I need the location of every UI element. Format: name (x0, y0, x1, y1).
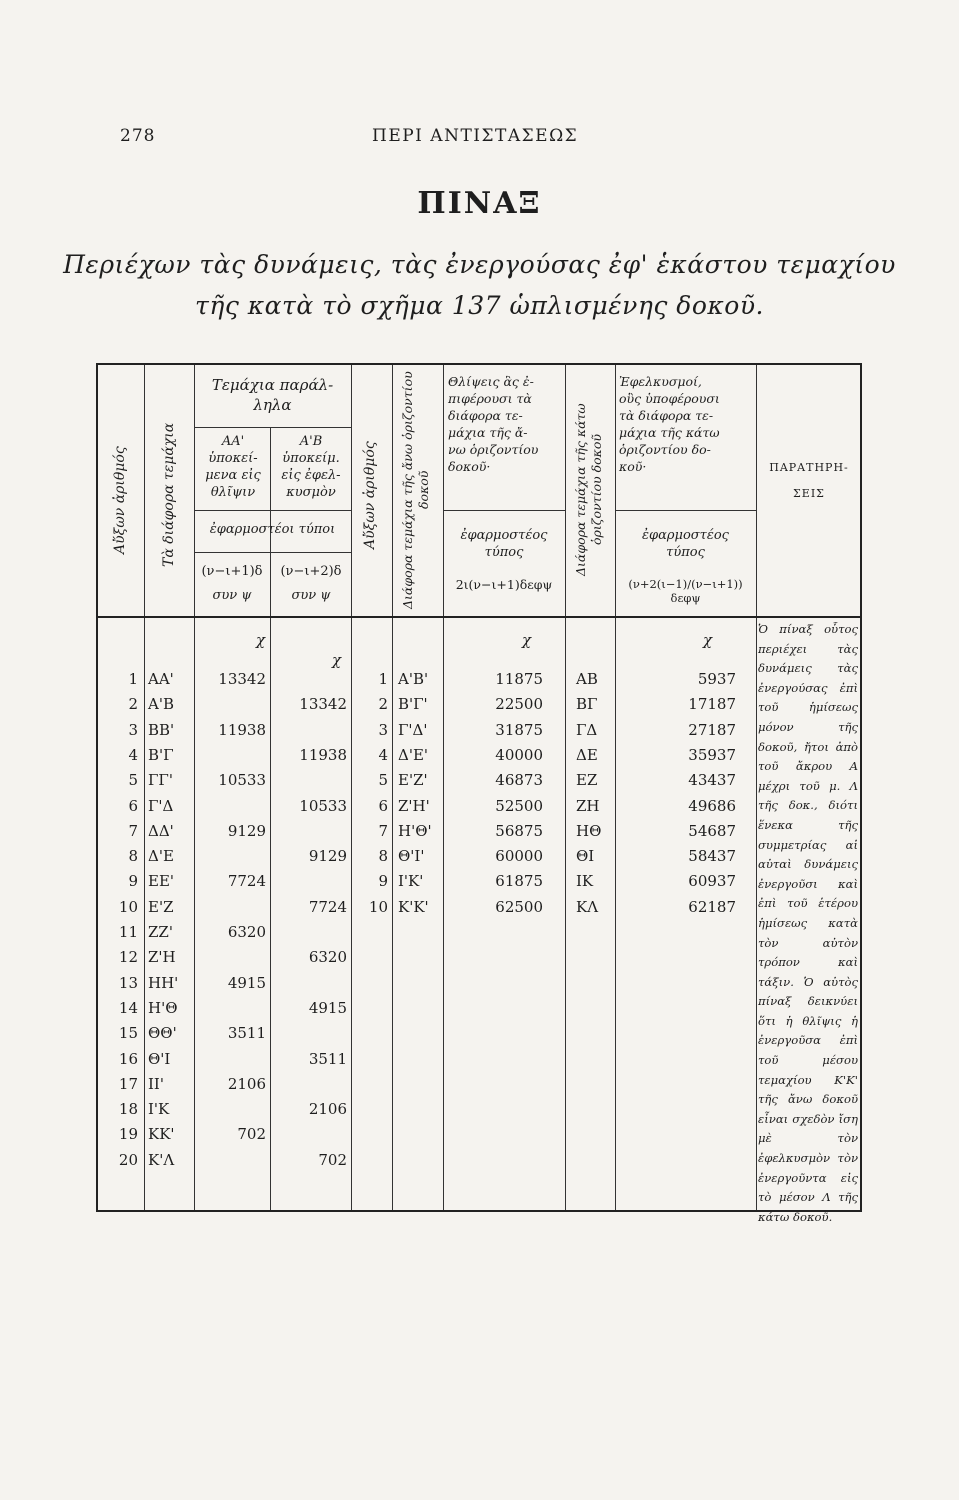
row-upper-part: Γ'Δ' (398, 720, 428, 739)
row-part: Ε'Ζ (148, 897, 174, 916)
row-tension-value: 5937 (697, 670, 736, 688)
row-tension-value: 35937 (688, 745, 736, 764)
row-part: Θ'Ι (148, 1049, 171, 1068)
row-lower-part: ΖΗ (576, 796, 600, 815)
row-lower-part: ΔΕ (576, 745, 598, 764)
header-ab-tension: Α'Β ὑποκείμ. εἰς ἐφελ- κυσμὸν (281, 434, 341, 500)
formula-ab: (ν−ι+2)δ (280, 564, 342, 579)
row-upper-part: Ι'Κ' (398, 872, 424, 891)
row-number: 19 (118, 1125, 138, 1144)
row-compression-value: 11875 (495, 670, 543, 688)
row-lower-part: ΕΖ (576, 771, 598, 790)
row-part: ΘΘ' (148, 1024, 177, 1043)
row-ab-value: 702 (318, 1150, 347, 1169)
header-remarks: ΠΑΡΑΤΗΡΗ- ΣΕΙΣ (769, 461, 849, 500)
row-number: 3 (128, 720, 138, 739)
row-ab-value: 13342 (299, 695, 347, 714)
row-number: 17 (118, 1074, 138, 1093)
row-number: 10 (368, 897, 388, 916)
row-part: ΓΓ' (148, 771, 173, 790)
row-part: ΙΙ' (148, 1074, 164, 1093)
row-ab-value: 2106 (308, 1100, 347, 1119)
forces-table (96, 363, 862, 1212)
row-aa-value: 9129 (227, 821, 266, 840)
row-aa-value: 11938 (218, 720, 266, 739)
header-formulas-label: ἐφαρμοστέοι τύποι (209, 522, 336, 537)
unit-chi-tension: χ (703, 631, 713, 649)
row-lower-part: ΑΒ (576, 670, 598, 688)
row-upper-part: Η'Θ' (398, 821, 432, 840)
header-rule (615, 510, 756, 511)
row-number: 5 (378, 771, 388, 790)
row-lower-part: ΘΙ (576, 847, 595, 866)
row-number: 18 (118, 1100, 138, 1119)
row-aa-value: 3511 (227, 1024, 266, 1043)
header-lower-parts: Διάφορα τεμάχια τῆς κάτω ὁριζοντίου δοκοῦ (573, 403, 604, 577)
row-part: Ι'Κ (148, 1100, 170, 1119)
row-ab-value: 11938 (299, 745, 347, 764)
row-aa-value: 2106 (227, 1074, 266, 1093)
row-aa-value: 6320 (227, 923, 266, 941)
row-number: 9 (378, 872, 388, 891)
row-number: 11 (118, 923, 138, 941)
row-number: 20 (118, 1150, 138, 1169)
column-rule (392, 365, 393, 1210)
row-upper-part: Ε'Ζ' (398, 771, 428, 790)
header-aa-compression: ΑΑ' ὑποκεί- μενα εἰς θλῖψιν (205, 434, 261, 500)
row-lower-part: ΗΘ (576, 821, 602, 840)
table-title: ΠΙΝΑΞ (417, 186, 542, 221)
row-upper-part: Θ'Ι' (398, 847, 425, 866)
unit-chi-compression: χ (522, 631, 532, 649)
column-rule (194, 365, 195, 1210)
column-rule (615, 365, 616, 1210)
row-number: 14 (118, 998, 138, 1017)
row-tension-value: 17187 (688, 695, 736, 714)
row-aa-value: 702 (237, 1125, 266, 1144)
header-rule (194, 552, 351, 553)
header-bottom-rule (98, 616, 860, 618)
unit-chi-ab: χ (332, 651, 342, 669)
header-rule (443, 510, 565, 511)
row-ab-value: 6320 (308, 948, 347, 967)
row-compression-value: 46873 (495, 771, 543, 790)
row-upper-part: Κ'Κ' (398, 897, 429, 916)
subtitle-line-2: τῆς κατὰ τὸ σχῆμα 137 ὡπλισμένης δοκοῦ. (195, 291, 764, 320)
row-aa-value: 13342 (218, 670, 266, 688)
page-number: 278 (120, 126, 156, 146)
row-compression-value: 56875 (495, 821, 543, 840)
row-compression-value: 40000 (495, 745, 543, 764)
header-serial-number-2: Αὔξων ἀριθμός (362, 441, 378, 549)
header-tension: Ἐφελκυσμοί, οὓς ὑποφέρουσι τὰ διάφορα τε- μάχια τῆς κάτω ὁριζοντίου δο- κοῦ· (619, 374, 720, 474)
row-number: 4 (378, 745, 388, 764)
row-tension-value: 60937 (688, 872, 736, 891)
row-number: 7 (128, 821, 138, 840)
row-compression-value: 61875 (495, 872, 543, 891)
row-tension-value: 43437 (688, 771, 736, 790)
row-tension-value: 49686 (688, 796, 736, 815)
row-part: Ζ'Η (148, 948, 176, 967)
header-compression-formula-label: ἐφαρμοστέος τύπος (460, 528, 548, 560)
column-rule (144, 365, 145, 1210)
row-ab-value: 3511 (308, 1049, 347, 1068)
row-part: ΖΖ' (148, 923, 173, 941)
column-rule (443, 365, 444, 1210)
header-rule (194, 427, 351, 428)
formula-aa-suffix: συν ψ (212, 588, 252, 603)
page-header (0, 126, 959, 146)
remarks-text: Ὁ πίναξ οὗτος περιέχει τὰς δυνάμεις τὰς ἐνεργούσας ἐπὶ τοῦ ἡμίσεως μόνον τῆς δοκοῦ, ἤτοι ἀπὸ τοῦ ἄκρου Α μέχρι τοῦ μ. Λ τῆς δοκ., διότι ἕνεκα τῆς συμμετρίας αἱ αὐταὶ δυνάμεις ἐνεργοῦσι καὶ ἐπὶ τοῦ ἑτέρου ἡμίσεως κατὰ τὸν αὐτὸν τρόπον καὶ τάξιν. Ὁ αὐτὸς πίναξ δεικνύει ὅτι ἡ θλῖψις ἡ ἐνεργοῦσα ἐπὶ τοῦ μέσου τεμαχίου Κ'Κ' τῆς ἄνω δοκοῦ εἶναι σχεδὸν ἴση μὲ τὸν ἐφελκυσμὸν τὸν ἐνεργοῦντα εἰς τὸ μέσον Λ τῆς κάτω δοκοῦ. (758, 622, 858, 1224)
header-serial-number: Αὔξων ἀριθμός (112, 446, 128, 554)
row-lower-part: ΒΓ (576, 695, 598, 714)
row-upper-part: Α'Β' (398, 670, 429, 688)
row-number: 1 (128, 670, 138, 688)
row-part: ΔΔ' (148, 821, 174, 840)
row-ab-value: 4915 (308, 998, 347, 1017)
row-number: 4 (128, 745, 138, 764)
row-compression-value: 22500 (495, 695, 543, 714)
row-aa-value: 4915 (227, 973, 266, 992)
row-number: 2 (128, 695, 138, 714)
running-head: ΠΕΡΙ ΑΝΤΙΣΤΑΣΕΩΣ (372, 126, 579, 146)
row-number: 3 (378, 720, 388, 739)
row-lower-part: ΚΛ (576, 897, 599, 916)
subtitle-line-1: Περιέχων τὰς δυνάμεις, τὰς ἐνεργούσας ἐφ' ἑκάστου τεμαχίου (63, 250, 896, 279)
row-part: Δ'Ε (148, 847, 174, 866)
row-number: 6 (128, 796, 138, 815)
row-compression-value: 31875 (495, 720, 543, 739)
row-part: Β'Γ (148, 745, 174, 764)
row-lower-part: ΙΚ (576, 872, 594, 891)
row-upper-part: Δ'Ε' (398, 745, 429, 764)
unit-chi-aa: χ (256, 631, 266, 649)
row-compression-value: 62500 (495, 897, 543, 916)
row-number: 10 (118, 897, 138, 916)
row-number: 7 (378, 821, 388, 840)
row-number: 1 (378, 670, 388, 688)
header-parallel-parts: Τεμάχια παράλ- ληλα (211, 376, 334, 414)
tension-formula: (ν+2(ι−1)/(ν−ι+1)) δεφψ (628, 577, 743, 605)
row-number: 9 (128, 872, 138, 891)
header-tension-formula-label: ἐφαρμοστέος τύπος (642, 528, 729, 560)
header-rule (194, 510, 351, 511)
row-ab-value: 9129 (308, 847, 347, 866)
row-number: 6 (378, 796, 388, 815)
row-part: Η'Θ (148, 998, 178, 1017)
column-rule (565, 365, 566, 1210)
row-part: ΒΒ' (148, 720, 175, 739)
row-number: 12 (118, 948, 138, 967)
row-upper-part: Ζ'Η' (398, 796, 430, 815)
row-aa-value: 10533 (218, 771, 266, 790)
header-parts: Τὰ διάφορα τεμάχια (161, 422, 177, 568)
row-number: 8 (128, 847, 138, 866)
row-part: Γ'Δ (148, 796, 174, 815)
row-tension-value: 58437 (688, 847, 736, 866)
row-tension-value: 27187 (688, 720, 736, 739)
row-number: 15 (118, 1024, 138, 1043)
row-upper-part: Β'Γ' (398, 695, 428, 714)
formula-ab-suffix: συν ψ (291, 588, 331, 603)
row-part: ΑΑ' (148, 670, 174, 688)
row-tension-value: 62187 (688, 897, 736, 916)
row-compression-value: 60000 (495, 847, 543, 866)
row-part: Κ'Λ (148, 1150, 175, 1169)
column-rule (270, 427, 271, 1210)
row-number: 8 (378, 847, 388, 866)
row-number: 5 (128, 771, 138, 790)
row-tension-value: 54687 (688, 821, 736, 840)
compression-formula: 2ι(ν−ι+1)δεφψ (455, 577, 553, 592)
row-part: Α'Β (148, 695, 174, 714)
row-number: 13 (118, 973, 138, 992)
row-aa-value: 7724 (227, 872, 266, 891)
row-ab-value: 10533 (299, 796, 347, 815)
row-part: ΚΚ' (148, 1125, 175, 1144)
row-part: ΕΕ' (148, 872, 175, 891)
row-number: 16 (118, 1049, 138, 1068)
header-upper-parts: Διάφορα τεμάχια τῆς ἄνω ὁριζοντίου δοκοῦ (400, 371, 431, 609)
row-part: ΗΗ' (148, 973, 179, 992)
header-compression: Θλίψεις ἃς ἐ- πιφέρουσι τὰ διάφορα τε- μάχια τῆς ἄ- νω ὁριζοντίου δοκοῦ· (448, 374, 539, 474)
row-lower-part: ΓΔ (576, 720, 598, 739)
row-number: 2 (378, 695, 388, 714)
formula-aa: (ν−ι+1)δ (201, 564, 263, 579)
row-ab-value: 7724 (308, 897, 347, 916)
row-compression-value: 52500 (495, 796, 543, 815)
